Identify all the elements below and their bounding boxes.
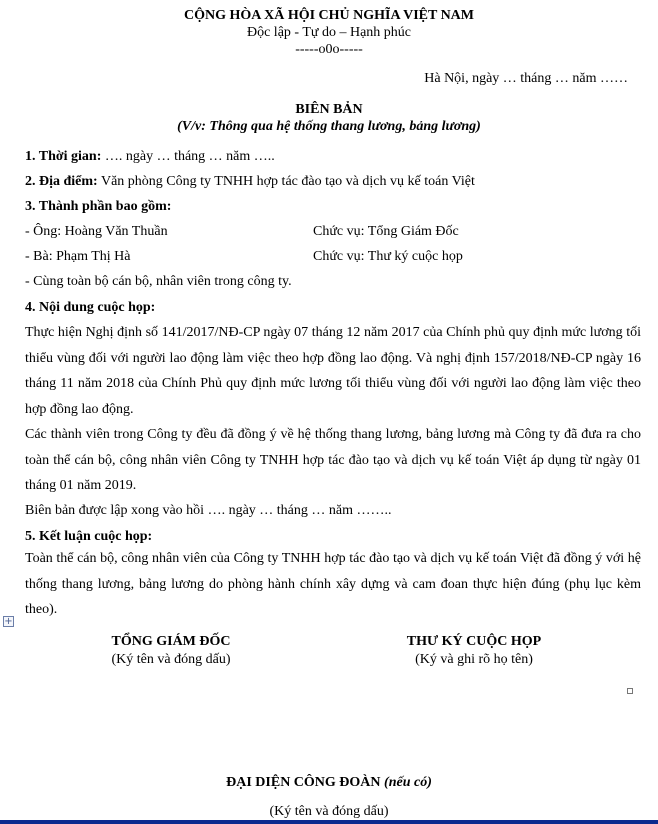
- section-content-label: 4. Nội dung cuộc họp:: [25, 300, 156, 315]
- signature-right-title: THƯ KÝ CUỘC HỌP: [406, 634, 542, 649]
- attendee-name: - Bà: Phạm Thị Hà: [25, 249, 131, 264]
- conclusion-paragraph: Toàn thể cán bộ, công nhân viên của Công ty TNHH hợp tác đào tạo và dịch vụ kế toán Việt đã đồng ý với hệ thống thang lương, bảng lương do phòng hành chính xây dựng và cam đoan thực hiện đúng (phụ lục kèm theo).: [25, 551, 641, 617]
- signature-union-title: [0, 774, 658, 792]
- attendee-role: Chức vụ: Tổng Giám Đốc: [313, 224, 459, 239]
- union-title: ĐẠI DIỆN CÔNG ĐOÀN: [226, 775, 381, 790]
- section-time: [25, 148, 275, 166]
- attendee-name: - Ông: Hoàng Văn Thuần: [25, 224, 168, 239]
- attendee-all-staff: - Cùng toàn bộ cán bộ, nhân viên trong công ty.: [25, 274, 292, 289]
- national-motto: Độc lập - Tự do – Hạnh phúc: [246, 25, 411, 40]
- attendee-role: Chức vụ: Thư ký cuộc họp: [313, 249, 463, 264]
- page-bottom-border: [0, 820, 658, 824]
- section-conclusion-label: 5. Kết luận cuộc họp:: [25, 529, 153, 544]
- section-time-label: 1. Thời gian:: [25, 149, 102, 164]
- document-title: BIÊN BẢN: [295, 102, 363, 117]
- signature-union-note: (Ký tên và đóng dấu): [269, 804, 389, 819]
- signature-left-title: TỔNG GIÁM ĐỐC: [111, 634, 231, 649]
- section-place-value: Văn phòng Công ty TNHH hợp tác đào tạo và dịch vụ kế toán Việt: [97, 174, 475, 189]
- content-paragraph-1: Thực hiện Nghị định số 141/2017/NĐ-CP ngày 07 tháng 12 năm 2017 của Chính phủ quy định mức lương tối thiểu vùng đối với người lao động làm việc theo hợp đồng lao động. Và nghị định 157/2018/NĐ-CP ngày 16 tháng 11 năm 2018 của Chính Phủ quy định mức lương tối thiểu vùng đối với người lao động làm việc theo hợp đồng lao động.: [25, 325, 641, 417]
- section-time-value: …. ngày … tháng … năm …..: [101, 149, 275, 164]
- section-place-label: 2. Địa điểm:: [25, 174, 98, 189]
- section-place: [25, 173, 475, 191]
- end-of-cell-icon: [627, 688, 633, 694]
- content-paragraph-2: Các thành viên trong Công ty đều đã đồng ý về hệ thống thang lương, bảng lương mà Công ty đã đưa ra cho toàn thể cán bộ, công nhân viên Công ty TNHH hợp tác đào tạo và dịch vụ kế toán Việt áp dụng từ ngày 01 tháng 01 năm 2019.: [25, 427, 641, 493]
- document-subject: (V/v: Thông qua hệ thống thang lương, bảng lương): [177, 119, 481, 134]
- place-date: Hà Nội, ngày … tháng … năm ……: [424, 71, 628, 86]
- move-handle-icon[interactable]: +: [4, 616, 13, 627]
- country-name: CỘNG HÒA XÃ HỘI CHỦ NGHĨA VIỆT NAM: [183, 8, 474, 23]
- signature-left-note: (Ký tên và đóng dấu): [111, 652, 231, 667]
- content-paragraph-3: Biên bản được lập xong vào hồi …. ngày … tháng … năm ……..: [25, 503, 392, 518]
- signature-right-note: (Ký và ghi rõ họ tên): [415, 652, 533, 667]
- union-title-suffix: (nếu có): [384, 775, 432, 790]
- header-ornament: -----o0o-----: [295, 42, 363, 57]
- section-attendees-label: 3. Thành phần bao gồm:: [25, 199, 172, 214]
